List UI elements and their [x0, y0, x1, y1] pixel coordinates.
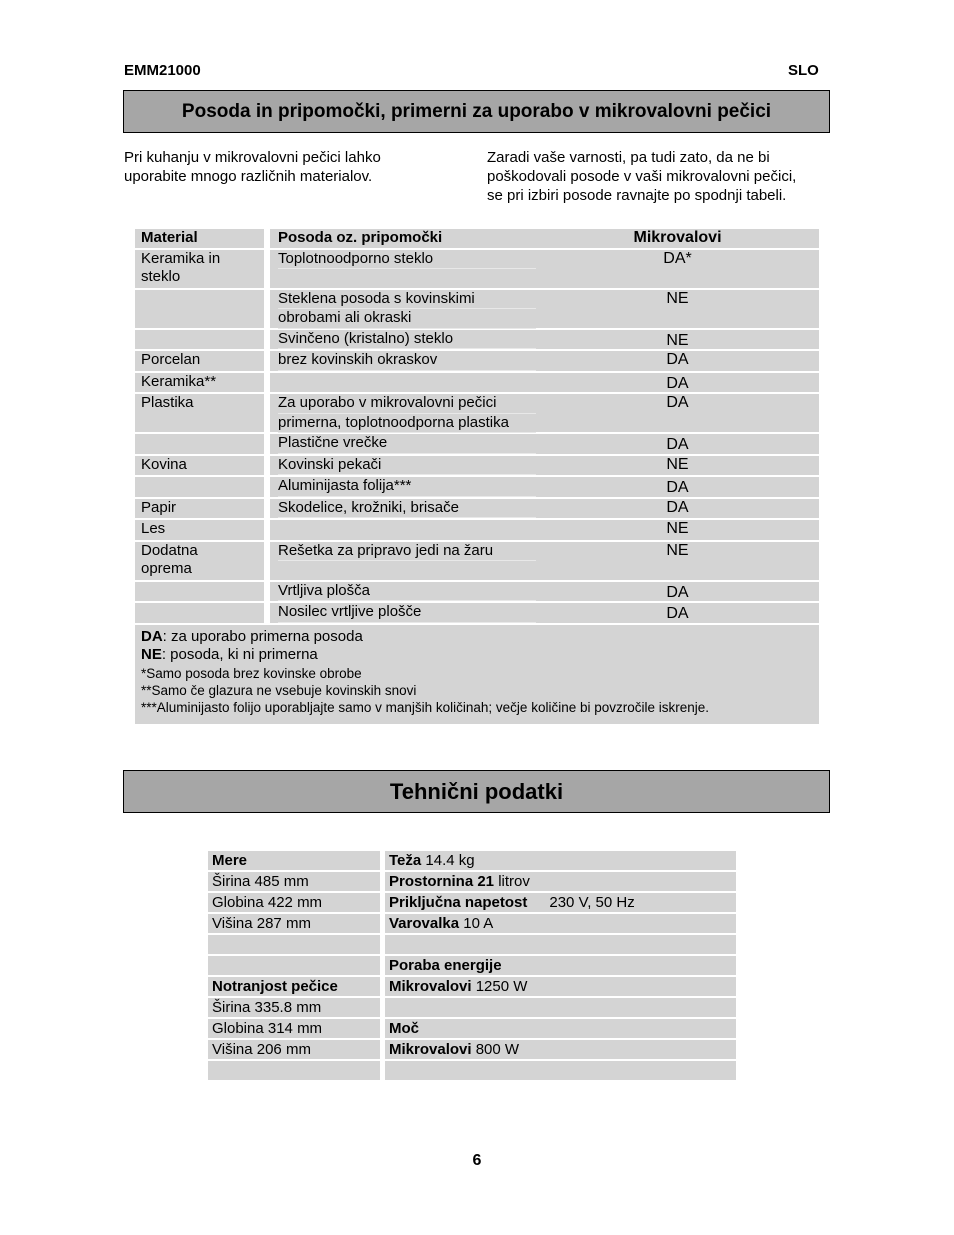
- material-cell: [135, 250, 264, 288]
- footnote: ***Aluminijasto folijo uporabljajte samo v manjših količinah; večje količine bi povzročile iskrenje.: [141, 699, 710, 715]
- dimension-cell: [208, 893, 380, 912]
- material-table: [135, 229, 819, 724]
- item-cell-line: brez kovinskih okraskov: [278, 351, 536, 371]
- item-cell: [270, 351, 536, 371]
- microwave-value: NE: [536, 542, 819, 580]
- tech-row: [208, 851, 736, 870]
- intro-left-line: Pri kuhanju v mikrovalovni pečici lahko: [124, 149, 381, 166]
- dimension-value: Višina 206 mm: [212, 1041, 311, 1058]
- spec-value: 10 A: [459, 915, 494, 932]
- header-material: Material: [135, 229, 264, 248]
- microwave-value: NE: [536, 520, 819, 540]
- microwave-value: DA: [536, 582, 819, 602]
- legend-ne-text: : posoda, ki ni primerna: [161, 646, 318, 663]
- dimension-cell: [208, 1061, 380, 1080]
- footnote: **Samo če glazura ne vsebuje kovinskih snovi: [141, 682, 417, 698]
- item-cell-line: Rešetka za pripravo jedi na žaru: [278, 542, 536, 562]
- material-cell-line: Keramika**: [141, 372, 217, 390]
- table-row: [135, 373, 819, 393]
- spec-label: Mikrovalovi: [389, 978, 472, 995]
- spec-value: 800 W: [471, 1041, 520, 1058]
- microwave-value: NE: [536, 290, 819, 328]
- material-cell: [135, 477, 264, 497]
- material-cell-line: Keramika in: [141, 249, 221, 267]
- item-cell: [270, 499, 536, 519]
- footnote: *Samo posoda brez kovinske obrobe: [141, 665, 362, 681]
- dimension-value: Širina 335.8 mm: [212, 999, 322, 1016]
- dimension-value: Širina 485 mm: [212, 873, 309, 890]
- table-row: [135, 603, 819, 623]
- technical-table: [208, 851, 736, 1082]
- item-cell-line: Aluminijasta folija***: [278, 477, 536, 497]
- item-cell-line: Skodelice, krožniki, brisače: [278, 499, 536, 519]
- item-cell: [270, 456, 536, 476]
- tech-row: [208, 1040, 736, 1059]
- spec-value: 14.4 kg: [421, 852, 475, 869]
- header-microwave: Mikrovalovi: [536, 229, 819, 248]
- tech-row: [208, 1019, 736, 1038]
- tech-row: [208, 998, 736, 1017]
- intro-left-line: uporabite mnogo različnih materialov.: [124, 168, 373, 185]
- legend-ne-term: NE: [141, 646, 162, 663]
- material-cell: [135, 582, 264, 602]
- table-row: [135, 394, 819, 432]
- dimension-cell: [208, 851, 380, 870]
- item-cell-line: Plastične vrečke: [278, 434, 536, 454]
- item-cell: [270, 582, 536, 602]
- material-cell: [135, 499, 264, 519]
- dimension-cell: [208, 977, 380, 996]
- item-cell: [270, 373, 536, 393]
- dimension-value: Globina 422 mm: [212, 894, 323, 911]
- table-row: [135, 290, 819, 328]
- dimension-cell: [208, 1040, 380, 1059]
- spec-label: Teža: [389, 852, 422, 869]
- microwave-value: DA*: [536, 250, 819, 288]
- microwave-value: DA: [536, 603, 819, 623]
- spec-cell: [385, 1061, 736, 1080]
- item-cell-line: Svinčeno (kristalno) steklo: [278, 330, 536, 350]
- microwave-value: NE: [536, 456, 819, 476]
- dimension-cell: [208, 872, 380, 891]
- tech-row: [208, 914, 736, 933]
- tech-row: [208, 1061, 736, 1080]
- language-code: SLO: [788, 62, 819, 79]
- item-cell: [270, 330, 536, 350]
- spec-value: 1250 W: [471, 978, 528, 995]
- material-cell: [135, 373, 264, 393]
- spec-label: Prostornina 21: [389, 873, 495, 890]
- spec-label: Mikrovalovi: [389, 1041, 472, 1058]
- item-cell-line: Kovinski pekači: [278, 456, 536, 476]
- material-cell-line: Les: [141, 520, 166, 537]
- dimension-cell: [208, 914, 380, 933]
- material-cell-line: Dodatna: [141, 541, 198, 559]
- dimension-value: Višina 287 mm: [212, 915, 311, 932]
- legend-ne: [141, 646, 813, 665]
- table-row: [135, 330, 819, 350]
- microwave-value: NE: [536, 330, 819, 350]
- spec-cell: [385, 935, 736, 954]
- item-cell: [270, 290, 536, 328]
- table-row: [135, 499, 819, 519]
- material-cell: [135, 520, 264, 540]
- legend-da-term: DA: [141, 627, 163, 645]
- legend-da: [141, 628, 813, 647]
- model-number: EMM21000: [124, 62, 201, 79]
- table-row: [135, 520, 819, 540]
- item-cell: [270, 520, 536, 540]
- dimension-cell: [208, 956, 380, 975]
- intro-right: [487, 148, 796, 205]
- item-cell: [270, 603, 536, 623]
- dimension-cell: [208, 1019, 380, 1038]
- intro-right-line: poškodovali posode v vaši mikrovalovni pečici,: [487, 168, 797, 185]
- material-cell-line: Plastika: [141, 394, 194, 411]
- table-row: [135, 477, 819, 497]
- item-cell: [270, 434, 536, 454]
- dimension-cell: [208, 935, 380, 954]
- dimension-cell: [208, 998, 380, 1017]
- table-row: [135, 250, 819, 288]
- intro-right-line: Zaradi vaše varnosti, pa tudi zato, da ne bi: [487, 149, 770, 166]
- spec-value: litrov: [494, 873, 530, 890]
- spec-label: Moč: [389, 1020, 419, 1037]
- spec-label: Varovalka: [389, 915, 460, 932]
- item-cell: [270, 542, 536, 580]
- microwave-value: DA: [536, 499, 819, 519]
- spec-cell: [385, 998, 736, 1017]
- item-cell: [270, 250, 536, 288]
- microwave-value: DA: [536, 351, 819, 371]
- spec-cell: [385, 1019, 736, 1038]
- item-cell-line: Nosilec vrtljive plošče: [278, 603, 536, 623]
- item-cell-line: primerna, toplotnoodporna plastika: [278, 414, 536, 434]
- material-cell: [135, 434, 264, 454]
- item-cell-line: obrobami ali okraski: [278, 309, 536, 329]
- material-cell: [135, 330, 264, 350]
- spec-cell: [385, 956, 736, 975]
- table-row: [135, 456, 819, 476]
- microwave-value: DA: [536, 373, 819, 393]
- spec-label: Priključna napetost: [389, 894, 528, 911]
- page-number: 6: [472, 1152, 482, 1169]
- material-cell-line: Kovina: [141, 455, 187, 473]
- legend-da-text: : za uporabo primerna posoda: [162, 627, 363, 645]
- spec-cell: [385, 872, 736, 891]
- spec-extra-value: 230 V, 50 Hz: [549, 894, 635, 911]
- item-cell-line: Toplotnoodporno steklo: [278, 250, 536, 270]
- material-cell: [135, 394, 264, 432]
- material-cell: [135, 456, 264, 476]
- item-cell-line: Steklena posoda s kovinskimi: [278, 290, 536, 310]
- item-cell: [270, 477, 536, 497]
- section-title-cookware: Posoda in pripomočki, primerni za uporabo v mikrovalovni pečici: [123, 90, 830, 133]
- spec-cell: [385, 1040, 736, 1059]
- intro-right-line: se pri izbiri posode ravnajte po spodnji tabeli.: [487, 187, 787, 204]
- tech-row: [208, 872, 736, 891]
- material-cell: [135, 603, 264, 623]
- microwave-value: DA: [536, 477, 819, 497]
- spec-cell: [385, 914, 736, 933]
- legend-notes: [135, 625, 819, 724]
- material-cell: [135, 542, 264, 580]
- spec-cell: [385, 977, 736, 996]
- dimension-label: Mere: [212, 852, 248, 869]
- dimension-label: Notranjost pečice: [212, 978, 338, 995]
- table-row: [135, 351, 819, 371]
- intro-left: [124, 148, 381, 186]
- dimension-value: Globina 314 mm: [212, 1020, 323, 1037]
- spec-cell: [385, 893, 736, 912]
- material-cell-line: oprema: [141, 560, 192, 577]
- material-cell-line: Porcelan: [141, 351, 201, 368]
- microwave-value: DA: [536, 434, 819, 454]
- microwave-value: DA: [536, 394, 819, 432]
- tech-row: [208, 935, 736, 954]
- item-cell-line: Za uporabo v mikrovalovni pečici: [278, 394, 536, 414]
- material-cell-line: steklo: [141, 268, 181, 285]
- item-cell-line: Vrtljiva plošča: [278, 582, 536, 602]
- table-row: [135, 434, 819, 454]
- section-title-technical: Tehnični podatki: [123, 770, 830, 813]
- table-row: [135, 582, 819, 602]
- spec-cell: [385, 851, 736, 870]
- spec-label: Poraba energije: [389, 957, 502, 974]
- material-cell: [135, 290, 264, 328]
- tech-row: [208, 893, 736, 912]
- table-row: [135, 542, 819, 580]
- material-table-header: [135, 229, 819, 248]
- tech-row: [208, 977, 736, 996]
- material-cell-line: Papir: [141, 498, 177, 516]
- material-cell: [135, 351, 264, 371]
- item-cell: [270, 394, 536, 432]
- tech-row: [208, 956, 736, 975]
- header-item: Posoda oz. pripomočki: [270, 229, 536, 248]
